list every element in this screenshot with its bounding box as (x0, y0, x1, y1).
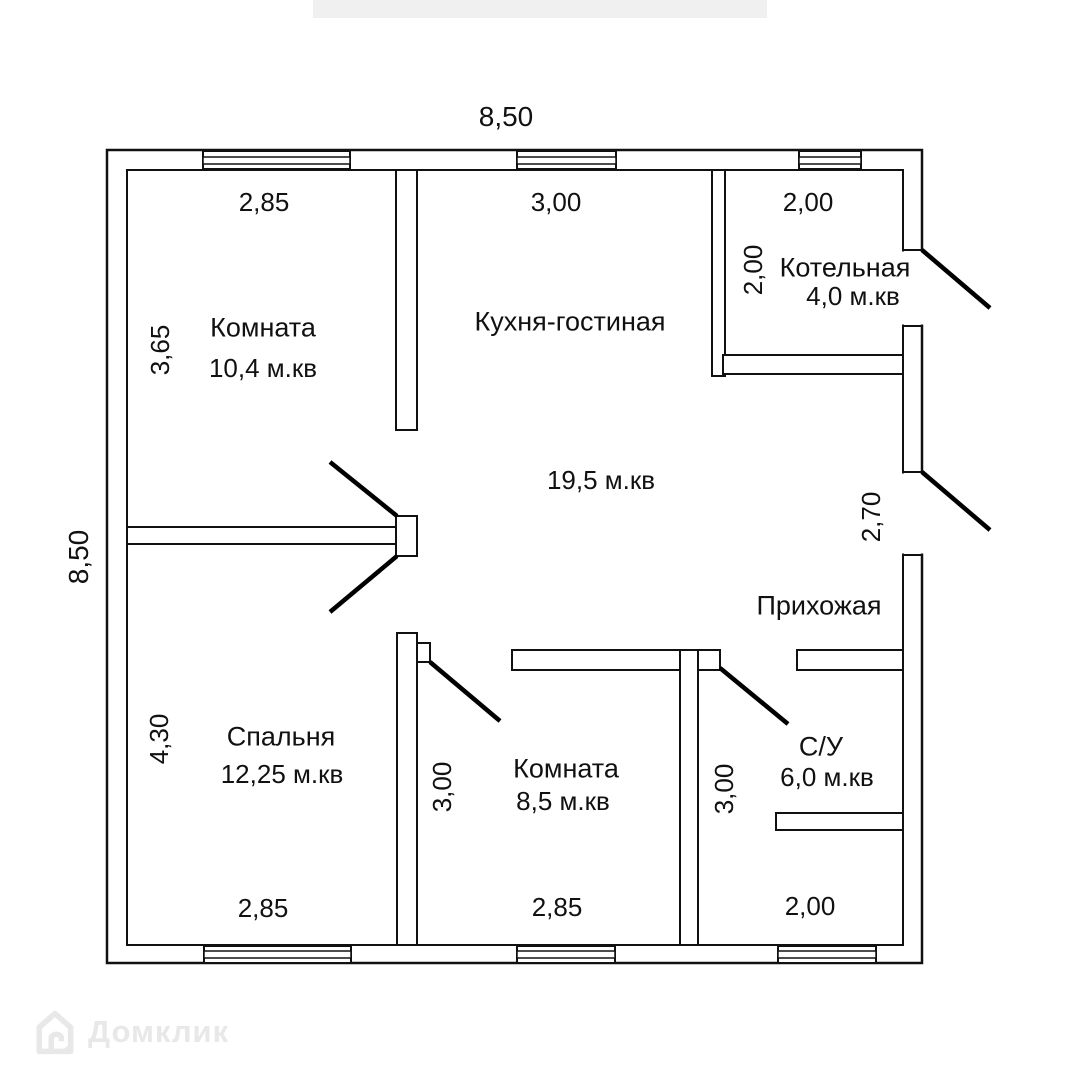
wall-room-bedroom (127, 527, 397, 544)
dim-total-width: 8,50 (478, 101, 534, 132)
dim-bedroom-width: 2,85 (237, 893, 289, 923)
opening-entrance-door (901, 474, 924, 554)
room-area-boiler: 4,0 м.кв (806, 281, 900, 311)
room-name-kitchen: Кухня-гостиная (474, 306, 666, 337)
dim-room-center-height: 3,00 (427, 761, 457, 813)
domclick-house-icon (30, 1008, 78, 1056)
door-leaf-entrance (922, 472, 990, 530)
dim-room-top-left-height: 3,65 (145, 324, 175, 376)
window-room-center (517, 946, 615, 963)
room-name-hallway: Прихожая (756, 590, 882, 621)
dim-hallway-height: 2,70 (856, 491, 886, 543)
wall-bathroom-partition (776, 813, 903, 830)
dim-boiler-width: 2,00 (782, 187, 834, 217)
wall-room-center-bathroom (680, 650, 698, 945)
window-boiler (799, 151, 861, 169)
wall-boiler-bottom (723, 355, 903, 374)
room-name-bathroom: С/У (798, 731, 844, 762)
dim-room-top-left-width: 2,85 (238, 187, 290, 217)
dim-bathroom-height: 3,00 (709, 763, 739, 815)
wall-door-pier (396, 516, 417, 556)
window-bathroom (778, 946, 876, 963)
wall-boiler-left (712, 170, 725, 376)
wall-bedroom-room-center (397, 633, 417, 945)
room-name-boiler: Котельная (779, 252, 911, 283)
domclick-watermark (30, 1008, 229, 1056)
room-area-kitchen: 19,5 м.кв (546, 465, 656, 495)
wall-kitchen-room (396, 170, 417, 430)
room-name-room-top-left: Комната (210, 312, 316, 343)
window-kitchen (517, 151, 616, 169)
window-room-top-left (203, 151, 350, 169)
door-leaf-boiler-exterior (922, 250, 990, 308)
wall-notch-room-center (417, 643, 430, 662)
dim-total-height: 8,50 (63, 529, 94, 585)
room-name-room-center: Комната (513, 753, 619, 784)
room-name-bedroom: Спальня (226, 721, 336, 752)
dim-bedroom-height: 4,30 (144, 713, 174, 765)
window-bedroom (204, 946, 351, 963)
room-area-room-top-left: 10,4 м.кв (208, 353, 318, 383)
room-area-bathroom: 6,0 м.кв (780, 762, 874, 792)
room-area-room-center: 8,5 м.кв (516, 786, 610, 816)
dim-room-center-width: 2,85 (531, 892, 583, 922)
wall-bathroom-top (797, 650, 903, 670)
room-area-bedroom: 12,25 м.кв (220, 759, 344, 789)
dim-boiler-height: 2,00 (738, 244, 768, 296)
dim-bathroom-width: 2,00 (784, 891, 836, 921)
dim-kitchen-width: 3,00 (530, 187, 582, 217)
domclick-watermark-text: Домклик (88, 1014, 230, 1049)
